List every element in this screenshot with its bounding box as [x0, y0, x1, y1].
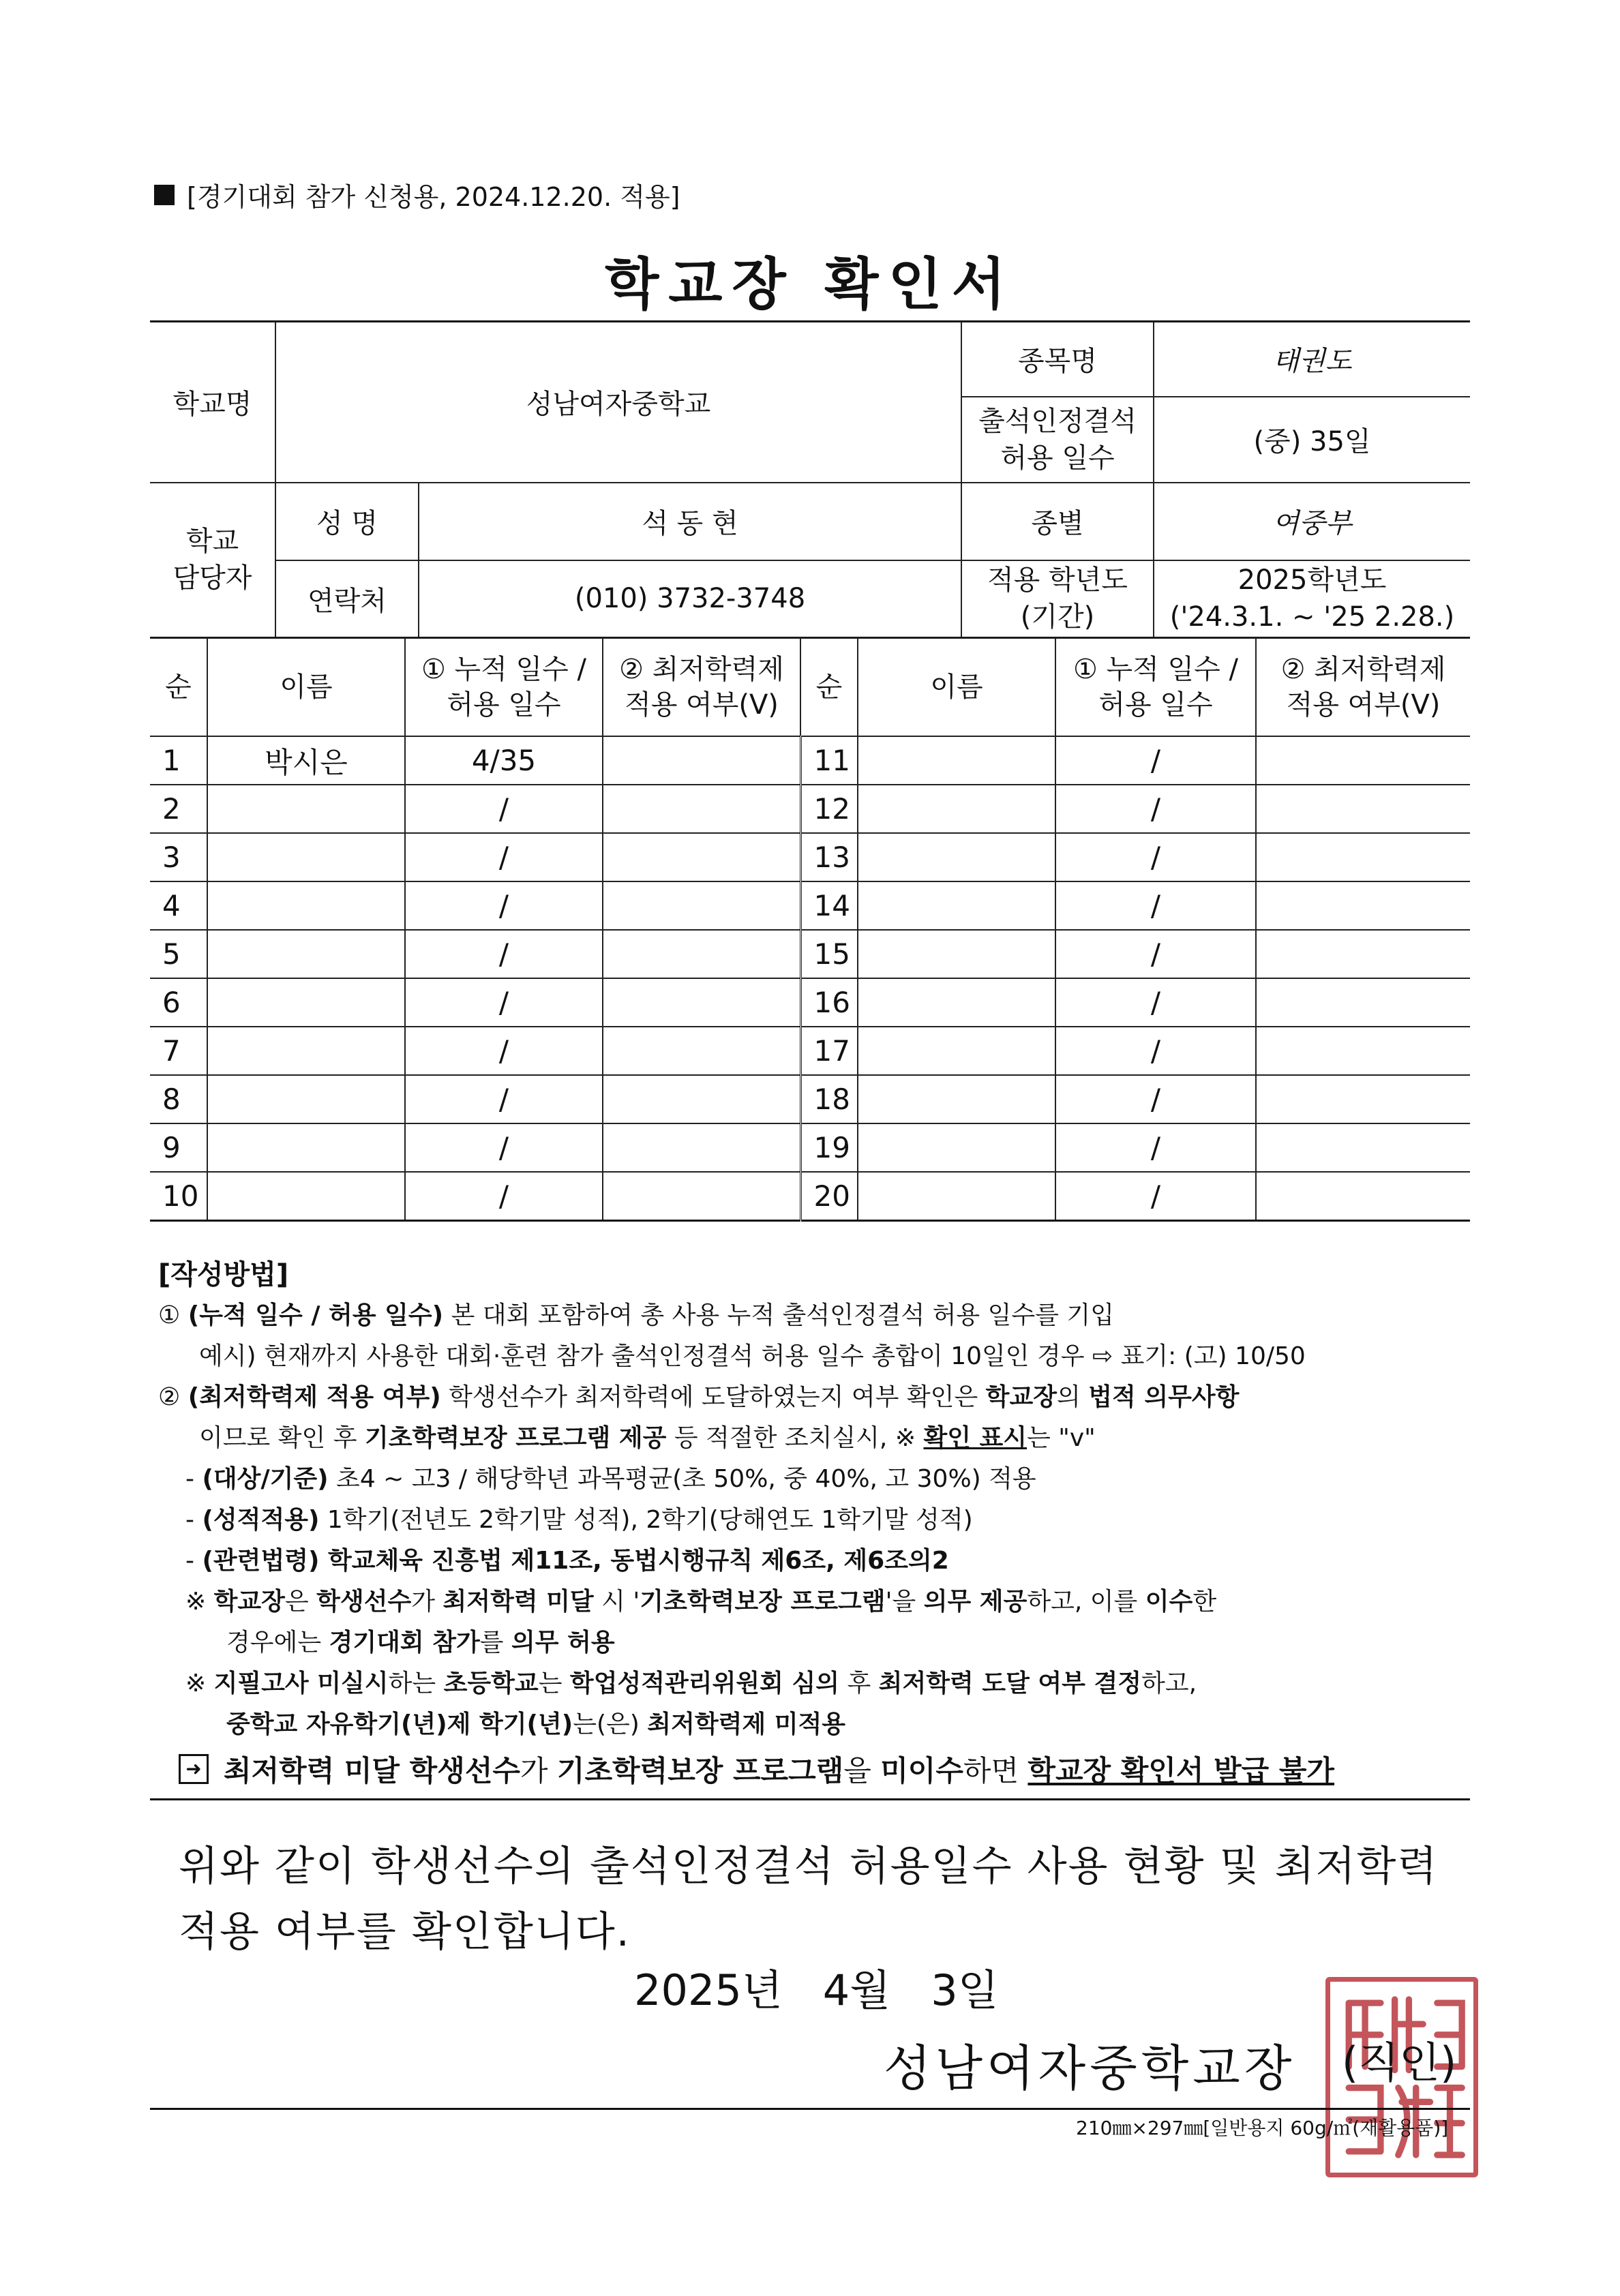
- note1-c: 은: [284, 1588, 317, 1616]
- row-name-right: [858, 1075, 1055, 1123]
- row-days-right: /: [1055, 736, 1256, 785]
- row-no-right: 17: [800, 1027, 858, 1075]
- col-min-left-line2: 적용 여부(V): [625, 689, 779, 721]
- row-check-right: [1256, 785, 1470, 833]
- instruction-target-dash: -: [185, 1465, 202, 1493]
- table-row: [150, 881, 1470, 930]
- row-check-right: [1256, 1172, 1470, 1220]
- row-check-right: [1256, 1027, 1470, 1075]
- instruction-note-1-cont: [158, 1622, 1474, 1663]
- page-title: 학교장 확인서: [605, 252, 1015, 317]
- note2-h: 최저학력 도달 여부 결정: [878, 1670, 1142, 1697]
- note1-b: 학교장: [213, 1588, 285, 1616]
- row-check-left: [603, 785, 800, 833]
- row-name-left: [207, 833, 405, 881]
- row-no-right: 11: [800, 736, 858, 785]
- year-value-line1: 2025학년도: [1238, 564, 1387, 596]
- table-row: [150, 1027, 1470, 1075]
- col-days-left: [405, 638, 603, 736]
- note2-e: 는: [538, 1670, 570, 1697]
- instruction-law-text: (관련법령) 학교체육 진흥법 제11조, 동법시행규칙 제6조, 제6조의2: [202, 1547, 949, 1575]
- name-label: 성 명: [275, 483, 419, 560]
- row-no-left: 9: [150, 1123, 207, 1172]
- row-days-left: 4/35: [405, 736, 603, 785]
- note2-a: ※: [185, 1670, 214, 1697]
- row-name-left: [207, 785, 405, 833]
- note1c-a: 경우에는: [226, 1629, 329, 1657]
- row-no-right: 12: [800, 785, 858, 833]
- header-note-text: [경기대회 참가 신청용, 2024.12.20. 적용]: [187, 182, 680, 212]
- col-days-right-line1: ① 누적 일수 /: [1072, 654, 1239, 685]
- confirmation-text: 위와 같이 학생선수의 출석인정결석 허용일수 사용 현황 및 최저학력 적용 여부를 확인합니다.: [179, 1843, 1439, 1956]
- note1-d: 학생선수: [316, 1588, 412, 1616]
- col-min-right: [1256, 638, 1470, 736]
- instructions-title: [작성방법]: [158, 1259, 289, 1290]
- note1-h: 기초학력보장 프로그램: [640, 1588, 886, 1616]
- row-days-right: /: [1055, 1172, 1256, 1220]
- row-check-right: [1256, 736, 1470, 785]
- warning-a: 최저학력 미달 학생선수: [224, 1754, 520, 1787]
- instruction-2c-bold-d: 확인 표시: [923, 1424, 1028, 1452]
- absence-label: [961, 397, 1154, 483]
- row-days-right: /: [1055, 785, 1256, 833]
- instruction-grades: [158, 1500, 1474, 1541]
- sport-value: 태권도: [1154, 322, 1470, 397]
- instruction-2-mark: ②: [158, 1383, 181, 1411]
- instruction-2c-text-a: 이므로 확인 후: [199, 1424, 365, 1452]
- table-row: [150, 930, 1470, 978]
- instruction-grades-dash: -: [185, 1506, 202, 1534]
- row-no-left: 1: [150, 736, 207, 785]
- instruction-1-example: 예시) 현재까지 사용한 대회·훈련 참가 출석인정결석 허용 일수 총합이 10일인 경우 ⇨ 표기: (고) 10/50: [199, 1342, 1306, 1370]
- row-no-right: 13: [800, 833, 858, 881]
- category-value: 여중부: [1154, 483, 1470, 560]
- absence-label-line2: 허용 일수: [1000, 442, 1115, 474]
- row-name-right: [858, 930, 1055, 978]
- table-row: [150, 736, 1470, 785]
- note1-a: ※: [185, 1588, 214, 1616]
- row-name-left: [207, 1123, 405, 1172]
- row-check-right: [1256, 1075, 1470, 1123]
- col-min-right-line1: ② 최저학력제: [1280, 654, 1446, 685]
- note2c-c: 최저학력제 미적용: [647, 1710, 846, 1738]
- sport-label: 종목명: [961, 322, 1154, 397]
- instruction-2-bold-b: 학교장: [985, 1383, 1057, 1411]
- row-days-right: /: [1055, 930, 1256, 978]
- row-days-left: /: [405, 881, 603, 930]
- row-check-right: [1256, 1123, 1470, 1172]
- note2-i: 하고,: [1141, 1670, 1197, 1697]
- instruction-2: [158, 1377, 1474, 1418]
- instruction-2-text-a: 학생선수가 최저학력에 도달하였는지 여부 확인은: [440, 1383, 986, 1411]
- instruction-2-bold-d: 법적 의무사항: [1088, 1383, 1240, 1411]
- row-check-left: [603, 1172, 800, 1220]
- row-days-left: /: [405, 833, 603, 881]
- row-check-left: [603, 978, 800, 1027]
- instruction-note-1: [158, 1582, 1474, 1622]
- col-days-left-line2: 허용 일수: [447, 689, 561, 721]
- row-name-left: [207, 1027, 405, 1075]
- manager-label-line1: 학교: [185, 526, 239, 558]
- row-days-right: /: [1055, 1075, 1256, 1123]
- warning-d: 을: [843, 1754, 881, 1787]
- note1-j: 의무 제공: [923, 1588, 1028, 1616]
- instruction-note-2-cont: [158, 1704, 1474, 1745]
- info-table: [150, 320, 1470, 639]
- row-name-left: [207, 881, 405, 930]
- note2-f: 학업성적관리위원회 심의: [569, 1670, 839, 1697]
- athlete-table: [150, 637, 1470, 1222]
- athlete-table-header: [150, 638, 1470, 736]
- col-days-left-line1: ① 누적 일수 /: [421, 654, 587, 685]
- table-row: [150, 978, 1470, 1027]
- year-label-line1: 적용 학년도: [987, 564, 1128, 596]
- warning-text: [224, 1749, 1334, 1789]
- instruction-2-key: (최저학력제 적용 여부): [188, 1383, 441, 1411]
- row-days-right: /: [1055, 1123, 1256, 1172]
- row-no-left: 5: [150, 930, 207, 978]
- category-label: 종별: [961, 483, 1154, 560]
- instruction-2-cont: [158, 1418, 1474, 1459]
- note2-d: 초등학교: [443, 1670, 539, 1697]
- row-check-left: [603, 1075, 800, 1123]
- row-check-left: [603, 736, 800, 785]
- warning-b: 가: [520, 1754, 557, 1787]
- note1-m: 한: [1192, 1588, 1217, 1616]
- note1c-d: 의무 허용: [511, 1629, 615, 1657]
- school-label: 학교명: [150, 322, 275, 483]
- row-check-left: [603, 1027, 800, 1075]
- paper-spec: 210㎜×297㎜[일반용지 60g/㎡(재활용품)]: [1076, 2117, 1449, 2139]
- row-check-right: [1256, 881, 1470, 930]
- note1-e: 가: [411, 1588, 443, 1616]
- row-name-right: [858, 736, 1055, 785]
- warning-f: 하면: [963, 1754, 1028, 1787]
- header-note: [154, 176, 680, 213]
- row-no-left: 10: [150, 1172, 207, 1220]
- note2-g: 후: [839, 1670, 879, 1697]
- row-check-left: [603, 1123, 800, 1172]
- note2-c: 하는: [388, 1670, 444, 1697]
- year-value-line2: ('24.3.1. ~ '25 2.28.): [1169, 601, 1455, 633]
- absence-value: (중) 35일: [1154, 397, 1470, 483]
- note1-i: '을: [885, 1588, 924, 1616]
- row-check-left: [603, 881, 800, 930]
- row-days-left: /: [405, 1123, 603, 1172]
- row-name-right: [858, 881, 1055, 930]
- col-min-left: [603, 638, 800, 736]
- row-days-right: /: [1055, 1027, 1256, 1075]
- warning-g: 학교장 확인서 발급 불가: [1028, 1754, 1334, 1787]
- col-days-right-line2: 허용 일수: [1098, 689, 1213, 721]
- row-check-left: [603, 833, 800, 881]
- school-name: 성남여자중학교: [275, 322, 961, 483]
- instruction-note-2: [158, 1663, 1474, 1704]
- instruction-2c-bold-b: 기초학력보장 프로그램 제공: [365, 1424, 667, 1452]
- row-no-right: 14: [800, 881, 858, 930]
- row-name-right: [858, 1123, 1055, 1172]
- table-row: [150, 833, 1470, 881]
- bottom-divider: [150, 2108, 1470, 2110]
- instruction-target-key: (대상/기준): [202, 1465, 329, 1493]
- year-label: [961, 560, 1154, 638]
- name-value: 석 동 현: [419, 483, 961, 560]
- manager-label: [150, 483, 275, 638]
- col-no-left: 순: [150, 638, 207, 736]
- warning-line: [179, 1749, 1334, 1789]
- note1c-c: 를: [479, 1629, 511, 1657]
- col-min-left-line1: ② 최저학력제: [619, 654, 784, 685]
- manager-label-line2: 담당자: [172, 562, 252, 594]
- instruction-grades-text: 1학기(전년도 2학기말 성적), 2학기(당해연도 1학기말 성적): [319, 1506, 973, 1534]
- row-days-left: /: [405, 1027, 603, 1075]
- row-name-right: [858, 1027, 1055, 1075]
- instruction-2c-text-e: 는 "v": [1027, 1424, 1096, 1452]
- note2c-a: 중학교 자유학기(년)제 학기(년): [226, 1710, 573, 1738]
- row-no-left: 8: [150, 1075, 207, 1123]
- instruction-grades-key: (성적적용): [202, 1506, 320, 1534]
- row-name-right: [858, 785, 1055, 833]
- table-row: [150, 1123, 1470, 1172]
- row-no-left: 7: [150, 1027, 207, 1075]
- row-days-right: /: [1055, 833, 1256, 881]
- table-row: [150, 1172, 1470, 1220]
- instruction-law: [158, 1541, 1474, 1582]
- row-days-left: /: [405, 930, 603, 978]
- row-no-right: 16: [800, 978, 858, 1027]
- instruction-1-mark: ①: [158, 1301, 181, 1329]
- contact-value: (010) 3732-3748: [419, 560, 961, 638]
- row-name-left: [207, 1075, 405, 1123]
- row-days-left: /: [405, 1172, 603, 1220]
- row-name-left: [207, 930, 405, 978]
- instruction-2-text-c: 의: [1057, 1383, 1089, 1411]
- issue-date: 2025년 4월 3일: [634, 1965, 999, 2015]
- instruction-law-dash: -: [185, 1547, 202, 1575]
- row-no-right: 15: [800, 930, 858, 978]
- divider: [150, 1798, 1470, 1800]
- row-name-right: [858, 1172, 1055, 1220]
- row-no-right: 19: [800, 1123, 858, 1172]
- year-value: [1154, 560, 1470, 638]
- col-min-right-line2: 적용 여부(V): [1286, 689, 1441, 721]
- row-no-left: 4: [150, 881, 207, 930]
- square-bullet-icon: [154, 185, 175, 205]
- note1c-b: 경기대회 참가: [329, 1629, 480, 1657]
- instruction-2c-text-c: 등 적절한 조치실시, ※: [666, 1424, 924, 1452]
- note1-l: 이수: [1145, 1588, 1193, 1616]
- warning-e: 미이수: [880, 1754, 963, 1787]
- row-days-left: /: [405, 978, 603, 1027]
- row-days-right: /: [1055, 978, 1256, 1027]
- note1-f: 최저학력 미달: [442, 1588, 594, 1616]
- col-no-right: 순: [800, 638, 858, 736]
- warning-c: 기초학력보장 프로그램: [556, 1754, 844, 1787]
- row-no-left: 6: [150, 978, 207, 1027]
- row-no-right: 18: [800, 1075, 858, 1123]
- row-days-left: /: [405, 785, 603, 833]
- row-check-right: [1256, 930, 1470, 978]
- row-name-right: [858, 978, 1055, 1027]
- instruction-1-text: 본 대회 포함하여 총 사용 누적 출석인정결석 허용 일수를 기입: [443, 1301, 1114, 1329]
- row-check-right: [1256, 978, 1470, 1027]
- seal-label: (직인): [1342, 2038, 1457, 2087]
- col-name-left: 이름: [207, 638, 405, 736]
- instruction-1: [158, 1295, 1474, 1336]
- note2c-b: 는(은): [573, 1710, 648, 1738]
- row-check-right: [1256, 833, 1470, 881]
- table-row: [150, 1075, 1470, 1123]
- row-days-right: /: [1055, 881, 1256, 930]
- instruction-target: [158, 1459, 1474, 1500]
- instruction-1-key: (누적 일수 / 허용 일수): [188, 1301, 444, 1329]
- row-name-left: 박시은: [207, 736, 405, 785]
- year-label-line2: (기간): [1020, 601, 1095, 633]
- note1-g: 시 ': [593, 1588, 640, 1616]
- row-no-left: 2: [150, 785, 207, 833]
- absence-label-line1: 출석인정결석: [978, 405, 1137, 437]
- principal-name: 성남여자중학교장: [884, 2040, 1296, 2097]
- row-check-left: [603, 930, 800, 978]
- note1-k: 하고, 이를: [1027, 1588, 1145, 1616]
- table-row: [150, 785, 1470, 833]
- instructions: [158, 1254, 1474, 1745]
- contact-label: 연락처: [275, 560, 419, 638]
- row-name-right: [858, 833, 1055, 881]
- col-name-right: 이름: [858, 638, 1055, 736]
- row-no-right: 20: [800, 1172, 858, 1220]
- row-name-left: [207, 1172, 405, 1220]
- row-days-left: /: [405, 1075, 603, 1123]
- col-days-right: [1055, 638, 1256, 736]
- row-name-left: [207, 978, 405, 1027]
- row-no-left: 3: [150, 833, 207, 881]
- note2-b: 지필고사 미실시: [213, 1670, 389, 1697]
- arrow-right-box-icon: ➜: [179, 1754, 209, 1784]
- instruction-target-text: 초4 ~ 고3 / 해당학년 과목평균(초 50%, 중 40%, 고 30%) 적용: [328, 1465, 1036, 1493]
